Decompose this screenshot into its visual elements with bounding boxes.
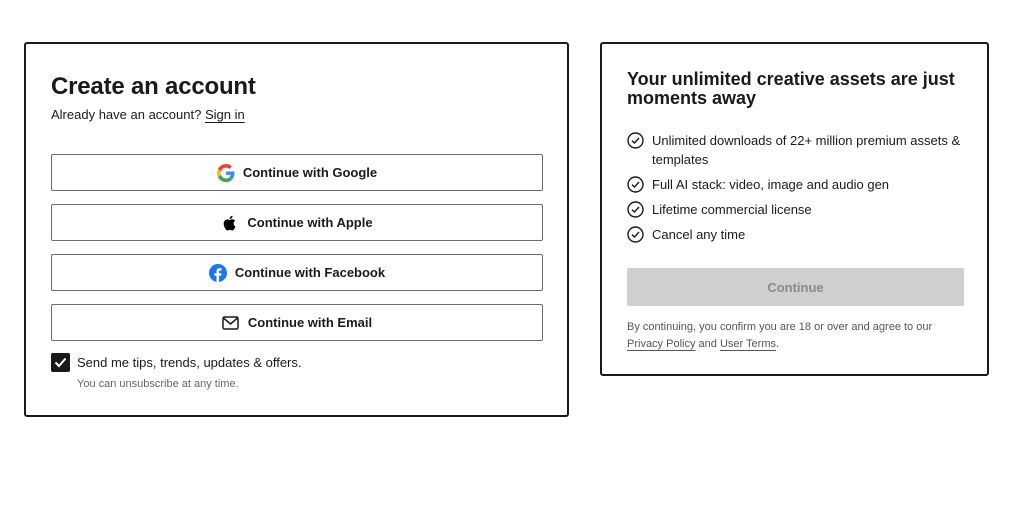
have-account-label: Already have an account? bbox=[51, 107, 202, 122]
facebook-icon bbox=[209, 264, 227, 282]
signup-panel bbox=[24, 42, 569, 417]
continue-google-button[interactable] bbox=[51, 154, 543, 191]
page-title: Create an account bbox=[51, 73, 256, 100]
continue-facebook-button[interactable] bbox=[51, 254, 543, 291]
feature-item bbox=[627, 200, 972, 219]
circle-check-icon bbox=[627, 132, 644, 149]
privacy-policy-link[interactable]: Privacy Policy bbox=[627, 338, 696, 350]
google-icon bbox=[217, 164, 235, 182]
legal-suffix: . bbox=[775, 338, 780, 350]
circle-check-icon bbox=[627, 176, 644, 193]
continue-email-button[interactable] bbox=[51, 304, 543, 341]
legal-and: and bbox=[698, 338, 717, 350]
feature-item bbox=[627, 175, 972, 194]
feature-text: Full AI stack: video, image and audio gen bbox=[652, 177, 890, 192]
sign-in-link[interactable]: Sign in bbox=[204, 107, 245, 122]
circle-check-icon bbox=[627, 201, 644, 218]
feature-list bbox=[627, 131, 972, 250]
continue-apple-button[interactable] bbox=[51, 204, 543, 241]
feature-text: Cancel any time bbox=[652, 227, 746, 242]
optin-label: Send me tips, trends, updates & offers. bbox=[77, 355, 302, 370]
user-terms-link[interactable]: User Terms bbox=[719, 338, 776, 350]
feature-text: Lifetime commercial license bbox=[652, 202, 812, 217]
feature-item bbox=[627, 131, 972, 169]
legal-prefix: By continuing, you confirm you are 18 or over and agree to our bbox=[627, 321, 933, 333]
optin-note: You can unsubscribe at any time. bbox=[77, 378, 239, 390]
feature-item bbox=[627, 225, 972, 244]
mail-icon bbox=[222, 314, 240, 332]
continue-button[interactable]: Continue bbox=[627, 268, 964, 306]
checkbox-check-icon bbox=[54, 357, 67, 368]
continue-facebook-label: Continue with Facebook bbox=[234, 265, 386, 280]
continue-email-label: Continue with Email bbox=[247, 315, 373, 330]
continue-apple-label: Continue with Apple bbox=[247, 215, 373, 230]
circle-check-icon bbox=[627, 226, 644, 243]
promo-title: Your unlimited creative assets are just moments away bbox=[627, 69, 955, 108]
continue-google-label: Continue with Google bbox=[242, 165, 378, 180]
apple-icon bbox=[221, 214, 239, 232]
have-account-text bbox=[51, 107, 245, 122]
optin-checkbox[interactable] bbox=[51, 353, 70, 372]
legal-text bbox=[627, 319, 967, 353]
promo-panel bbox=[600, 42, 989, 376]
feature-text: Unlimited downloads of 22+ million premium assets & templates bbox=[652, 133, 961, 167]
